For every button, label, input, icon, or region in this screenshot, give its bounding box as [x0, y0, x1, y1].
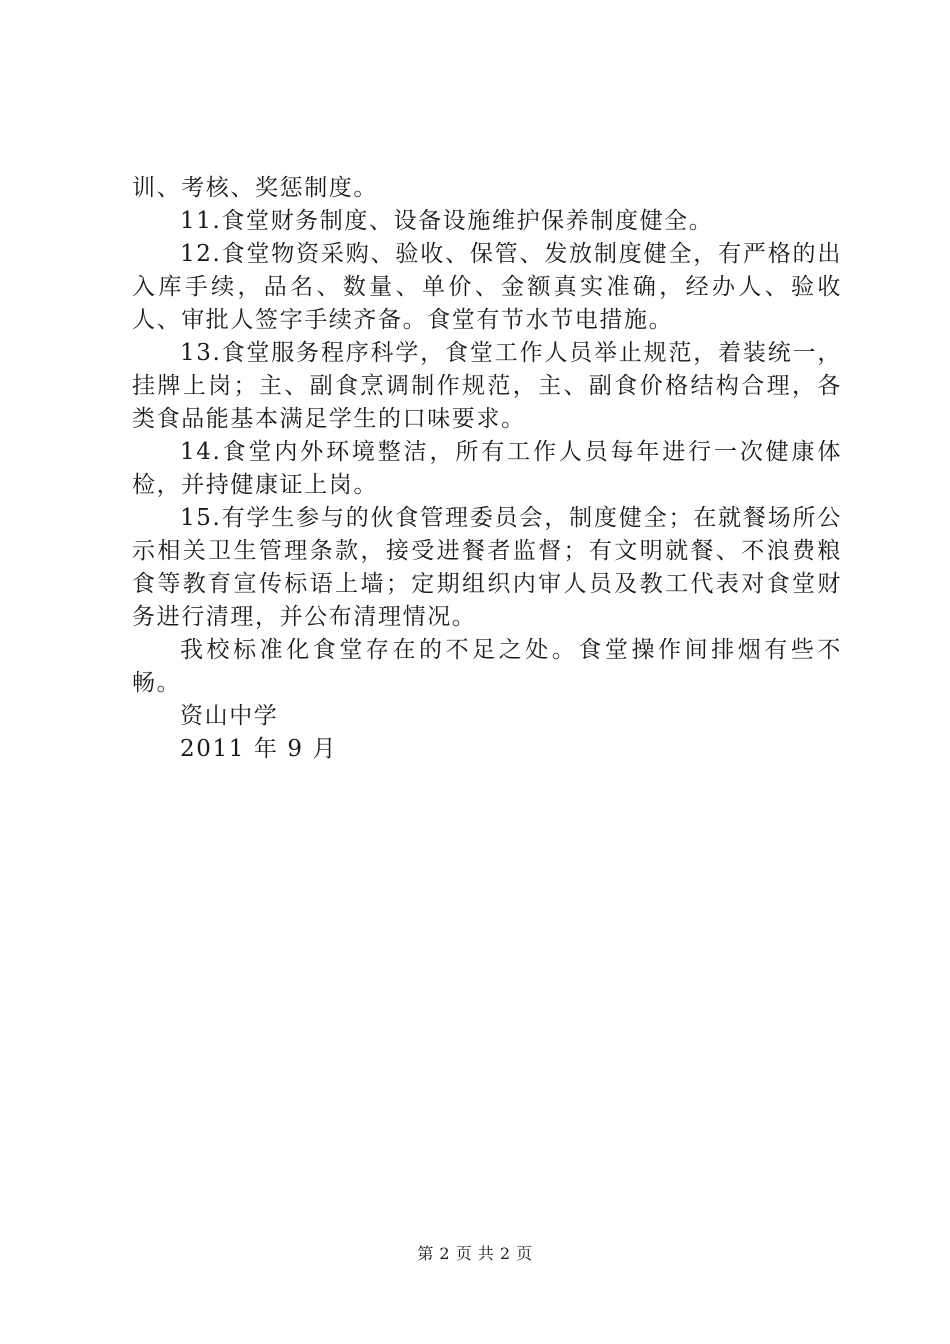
paragraph-item-14: 14.食堂内外环境整洁，所有工作人员每年进行一次健康体检，并持健康证上岗。	[132, 439, 842, 498]
paragraph-item-15: 15.有学生参与的伙食管理委员会，制度健全；在就餐场所公示相关卫生管理条款，接受进餐者监督；有文明就餐、不浪费粮食等教育宣传标语上墙；定期组织内审人员及教工代表对食堂财务进行清理，并公布清理情况。	[132, 505, 842, 630]
paragraph-item-13: 13.食堂服务程序科学，食堂工作人员举止规范，着装统一，挂牌上岗；主、副食烹调制作规范，主、副食价格结构合理，各类食品能基本满足学生的口味要求。	[132, 340, 842, 432]
document-body	[132, 172, 842, 766]
signature-school: 资山中学	[180, 703, 279, 729]
paragraph-continuation: 训、考核、奖惩制度。	[132, 175, 378, 201]
paragraph-shortcomings: 我校标准化食堂存在的不足之处。食堂操作间排烟有些不畅。	[132, 637, 842, 696]
paragraph-item-12: 12.食堂物资采购、验收、保管、发放制度健全，有严格的出入库手续，品名、数量、单价、金额真实准确，经办人、验收人、审批人签字手续齐备。食堂有节水节电措施。	[132, 241, 842, 333]
paragraph-item-11: 11.食堂财务制度、设备设施维护保养制度健全。	[180, 208, 714, 234]
signature-date: 2011 年 9 月	[180, 736, 338, 762]
page-footer: 第 2 页 共 2 页	[417, 1244, 533, 1263]
